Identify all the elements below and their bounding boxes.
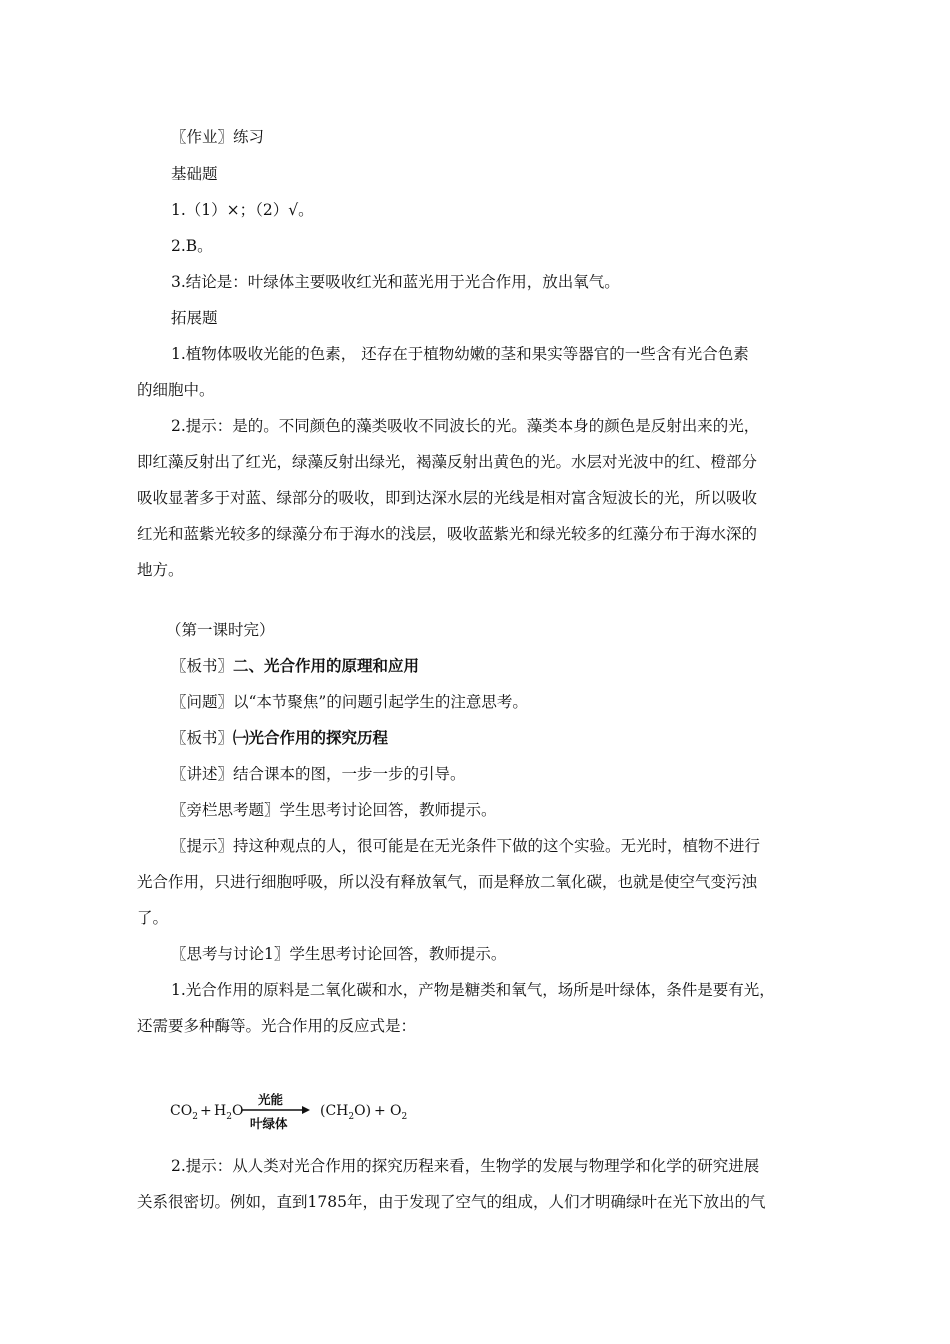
discussion-answer-1-line-2: 还需要多种酶等。光合作用的反应式是： [137, 1017, 417, 1035]
extension-questions-heading: 拓展题 [171, 309, 218, 327]
o2-formula: $O_2$ [390, 1103, 408, 1122]
answer-2: 2.B。 [171, 237, 213, 255]
board-heading-1 [171, 656, 419, 676]
board-title: 二、光合作用的原理和应用 [233, 656, 420, 675]
answer-1: 1.（1）×；（2）√。 [171, 201, 314, 219]
extension-answer-2-line-5: 地方。 [137, 561, 184, 579]
hint-line-3: 了。 [137, 909, 169, 927]
reaction-condition-chloroplast: 叶绿体 [250, 1116, 288, 1131]
extension-answer-2-line-3: 吸收显著多于对蓝、绿部分的吸收，即到达深水层的光线是相对富含短波长的光，所以吸收 [137, 489, 758, 507]
extension-answer-1-line-1: 1.植物体吸收光能的色素， 还存在于植物幼嫩的茎和果实等器官的一些含有光合色素 [171, 345, 749, 363]
hint-line-2: 光合作用，只进行细胞呼吸，所以没有释放氧气，而是释放二氧化碳，也就是使空气变污浊 [137, 873, 758, 891]
discussion-answer-2-line-1: 2.提示：从人类对光合作用的探究历程来看，生物学的发展与物理学和化学的研究进展 [171, 1157, 760, 1175]
basic-questions-heading: 基础题 [171, 165, 218, 183]
board-title: ㈠光合作用的探究历程 [233, 728, 389, 747]
extension-answer-1-line-2: 的细胞中。 [137, 381, 215, 399]
extension-answer-2-line-2: 即红藻反射出了红光，绿藻反射出绿光，褐藻反射出黄色的光。水层对光波中的红、橙部分 [137, 453, 758, 471]
discussion-answer-2-line-2: 关系很密切。例如，直到1785年，由于发现了空气的组成，人们才明确绿叶在光下放出的气 [137, 1193, 766, 1211]
lecture-note: 〖讲述〗结合课本的图，一步一步的引导。 [171, 765, 466, 783]
photosynthesis-equation [170, 1090, 490, 1134]
reaction-condition-light: 光能 [258, 1092, 284, 1107]
board-heading-2 [171, 728, 388, 748]
discussion-heading: 〖思考与讨论1〗学生思考讨论回答，教师提示。 [171, 945, 507, 963]
answer-3: 3.结论是：叶绿体主要吸收红光和蓝光用于光合作用，放出氧气。 [171, 273, 620, 291]
ch2o-formula: $(CH_2O)$ [320, 1103, 372, 1122]
question-prompt: 〖问题〗以“本节聚焦”的问题引起学生的注意思考。 [171, 693, 528, 711]
board-label: 〖板书〗 [171, 729, 234, 747]
plus-sign: + [374, 1103, 386, 1119]
extension-answer-2-line-4: 红光和蓝紫光较多的绿藻分布于海水的浅层，吸收蓝紫光和绿光较多的红藻分布于海水深的 [137, 525, 758, 543]
homework-heading: 〖作业〗练习 [171, 128, 265, 146]
plus-sign: + [200, 1103, 212, 1119]
hint-line-1: 〖提示〗持这种观点的人，很可能是在无光条件下做的这个实验。无光时，植物不进行 [171, 837, 761, 855]
sidebar-question-note: 〖旁栏思考题〗学生思考讨论回答，教师提示。 [171, 801, 497, 819]
lesson-end-note: （第一课时完） [166, 621, 275, 639]
board-label: 〖板书〗 [171, 657, 234, 675]
extension-answer-2-line-1: 2.提示：是的。不同颜色的藻类吸收不同波长的光。藻类本身的颜色是反射出来的光， [171, 417, 760, 435]
co2-formula: $CO_2$ [170, 1103, 198, 1122]
discussion-answer-1-line-1: 1.光合作用的原料是二氧化碳和水，产物是糖类和氧气，场所是叶绿体，条件是要有光， [171, 981, 775, 999]
h2o-formula: $H_2O$ [214, 1103, 244, 1122]
